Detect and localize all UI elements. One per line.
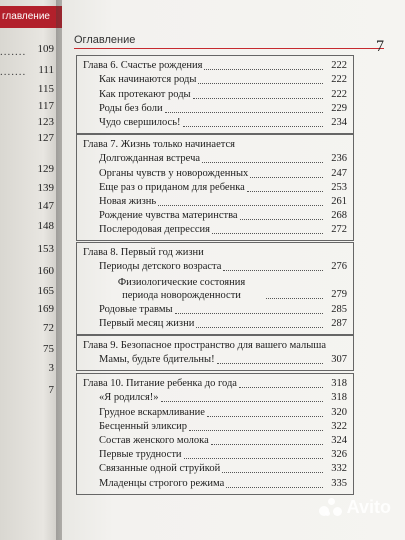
page-ref: 222	[331, 74, 347, 86]
entry-label: Первый месяц жизни	[99, 317, 195, 329]
page-ref: 326	[331, 449, 347, 461]
chapter-title-row	[83, 377, 347, 391]
leader-dots	[165, 111, 323, 113]
left-page-number: 115	[37, 83, 54, 95]
leader-dots	[222, 471, 323, 473]
leader-dots	[196, 326, 323, 328]
left-page-number: 117	[37, 100, 54, 112]
toc-entry	[83, 223, 347, 237]
left-page-number: 72	[43, 322, 54, 334]
entry-label: Младенцы строгого режима	[99, 477, 225, 489]
page-ref: 261	[331, 195, 347, 207]
chapter-title-row	[83, 246, 347, 260]
leader-dots	[207, 415, 323, 417]
toc-entry	[83, 317, 347, 331]
toc-entry	[83, 152, 347, 166]
entry-label: Родовые травмы	[99, 303, 173, 315]
leader-dots	[250, 176, 323, 178]
chapter-title-row	[83, 339, 347, 353]
toc-entry	[83, 209, 347, 223]
chapter-8-box	[76, 242, 354, 335]
chapter-title: Глава 9. Безопасное пространство для вашего малыша	[83, 340, 327, 352]
entry-label: Физиологические состояния периода новорожденности	[117, 277, 246, 302]
toc-entry	[83, 102, 347, 116]
toc-entry	[83, 405, 347, 419]
entry-label: Долгожданная встреча	[99, 153, 201, 165]
page-ref: 229	[331, 102, 347, 114]
leader-dots	[184, 457, 323, 459]
leader-dots	[161, 400, 323, 402]
leader-dots	[211, 443, 323, 445]
left-page-number: 3	[48, 362, 54, 374]
page-ref: 318	[331, 392, 347, 404]
entry-label: Бесценный эликсир	[99, 420, 187, 432]
entry-label: Связанные одной струйкой	[99, 463, 221, 475]
page-ref: 307	[331, 354, 347, 366]
page-ref: 318	[331, 378, 347, 390]
page-header	[74, 30, 384, 55]
left-dots: .......	[0, 66, 27, 78]
chapter-title: Глава 6. Счастье рождения	[83, 60, 203, 72]
page-ref: 247	[331, 167, 347, 179]
chapter-title: Глава 7. Жизнь только начинается	[83, 139, 235, 151]
page-ref: 222	[331, 60, 347, 72]
left-page-number: 111	[38, 64, 54, 76]
left-page-number: 160	[37, 265, 54, 277]
left-page-number: 169	[37, 303, 54, 315]
entry-label: Периоды детского возраста	[99, 261, 222, 273]
page-ref: 322	[331, 420, 347, 432]
page-ref: 276	[331, 261, 347, 273]
toc-entry	[83, 353, 347, 367]
toc-entry	[83, 166, 347, 180]
leader-dots	[202, 161, 323, 163]
page-ref: 236	[331, 153, 347, 165]
toc-entry	[83, 434, 347, 448]
page-ref: 332	[331, 463, 347, 475]
left-page-number: 7	[48, 384, 54, 396]
page-ref: 272	[331, 224, 347, 236]
page-ref: 285	[331, 303, 347, 315]
toc-entry	[83, 73, 347, 87]
left-page-number: 139	[37, 182, 54, 194]
page-ref: 234	[331, 116, 347, 128]
entry-label: «Я родился!»	[99, 392, 159, 404]
toc-entry	[83, 391, 347, 405]
page-ref: 287	[331, 317, 347, 329]
leader-dots	[223, 269, 323, 271]
chapter-title-row	[83, 59, 347, 73]
leader-dots	[239, 386, 323, 388]
leader-dots	[189, 429, 323, 431]
leader-dots	[193, 97, 323, 99]
toc-entry	[83, 181, 347, 195]
chapter-title-row	[83, 138, 347, 152]
leader-dots	[226, 486, 323, 488]
leader-dots	[175, 312, 323, 314]
toc-entry	[83, 476, 347, 490]
leader-dots	[183, 125, 324, 127]
toc-entry	[83, 448, 347, 462]
leader-dots	[240, 218, 323, 220]
left-page-number: 75	[43, 343, 54, 355]
entry-label: Первые трудности	[99, 449, 182, 461]
leader-dots	[266, 297, 323, 299]
toc-entry	[83, 116, 347, 130]
leader-dots	[158, 204, 323, 206]
avito-watermark	[319, 497, 391, 518]
chapter-title: Глава 10. Питание ребенка до года	[83, 378, 237, 390]
toc-entry	[83, 195, 347, 209]
left-dots: .......	[0, 46, 27, 58]
left-page-number: 147	[37, 200, 54, 212]
entry-label: Грудное вскармливание	[99, 406, 205, 418]
left-page-number: 165	[37, 285, 54, 297]
entry-label: Еще раз о приданом для ребенка	[99, 181, 245, 193]
entry-label: Послеродовая депрессия	[99, 224, 210, 236]
leader-dots	[212, 232, 323, 234]
page-title: Оглавление	[74, 34, 136, 46]
entry-label: Чудо свершилось!	[99, 116, 181, 128]
leader-dots	[217, 362, 323, 364]
toc-entry	[83, 260, 347, 274]
entry-label: Новая жизнь	[99, 195, 157, 207]
page-ref: 253	[331, 181, 347, 193]
entry-label: Органы чувств у новорожденных	[99, 167, 249, 179]
left-page-number: 109	[37, 43, 54, 55]
toc-entry	[83, 462, 347, 476]
left-page-number: 129	[37, 163, 54, 175]
book-page	[62, 0, 405, 540]
entry-label: Роды без боли	[99, 102, 163, 114]
page-number: 7	[376, 38, 384, 55]
page-ref: 268	[331, 210, 347, 222]
left-page-number: 123	[37, 116, 54, 128]
watermark-text: Avito	[346, 497, 391, 517]
leader-dots	[247, 190, 323, 192]
chapter-title: Глава 8. Первый год жизни	[83, 247, 204, 259]
page-ref: 335	[331, 477, 347, 489]
left-page	[0, 0, 62, 540]
entry-label: Рождение чувства материнства	[99, 210, 238, 222]
entry-label: Мамы, будьте бдительны!	[99, 354, 215, 366]
chapter-10-box	[76, 373, 354, 495]
avito-logo-icon	[319, 498, 343, 518]
page-ref: 279	[331, 289, 347, 301]
page-ref: 222	[331, 88, 347, 100]
left-page-header: главление	[0, 6, 62, 28]
toc-entry	[83, 87, 347, 101]
entry-label: Как протекают роды	[99, 88, 191, 100]
toc-entry	[83, 274, 347, 302]
left-page-number: 127	[37, 132, 54, 144]
left-page-number: 148	[37, 220, 54, 232]
chapter-7-box	[76, 134, 354, 241]
toc-entry	[83, 302, 347, 316]
page-ref: 320	[331, 406, 347, 418]
leader-dots	[198, 82, 323, 84]
toc-entry	[83, 420, 347, 434]
leader-dots	[204, 68, 323, 70]
left-page-number: 153	[37, 243, 54, 255]
chapter-9-box	[76, 335, 354, 371]
page-ref: 324	[331, 434, 347, 446]
entry-label: Как начинаются роды	[99, 74, 197, 86]
entry-label: Состав женского молока	[99, 434, 209, 446]
chapter-6-box	[76, 55, 354, 134]
